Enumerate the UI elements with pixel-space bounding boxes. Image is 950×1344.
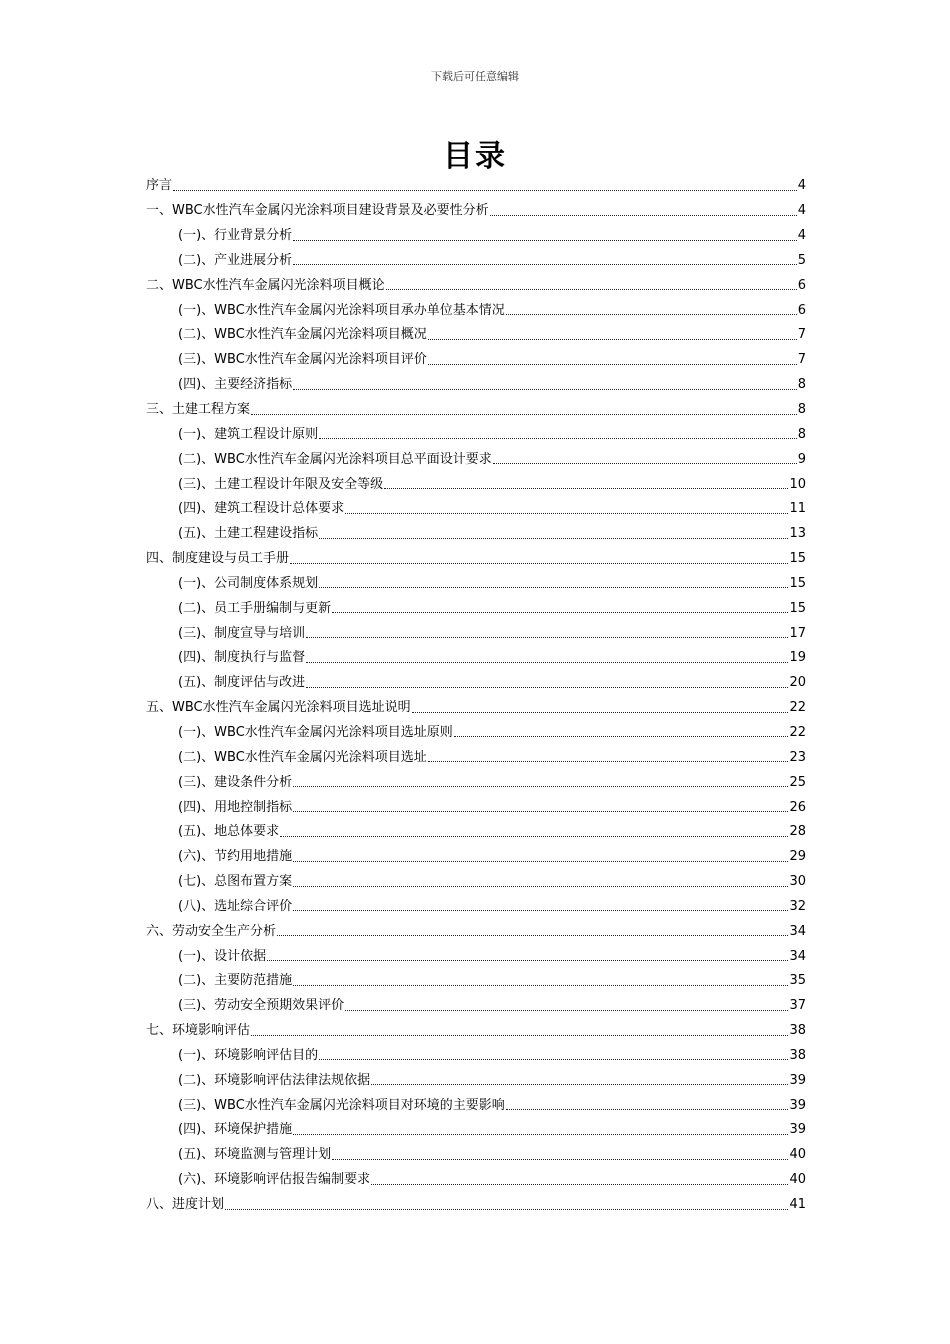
toc-entry-label: (八)、选址综合评价 <box>178 898 293 914</box>
toc-entry-label: (三)、WBC水性汽车金属闪光涂料项目对环境的主要影响 <box>178 1097 505 1113</box>
toc-entry-label: (二)、主要防范措施 <box>178 973 293 989</box>
toc-entry-page: 4 <box>797 228 806 244</box>
toc-entry[interactable] <box>146 795 806 820</box>
toc-dot-leader <box>293 910 788 911</box>
toc-entry-label: (五)、土建工程建设指标 <box>178 526 319 542</box>
toc-entry-page: 23 <box>789 749 806 765</box>
toc-entry-label: (一)、行业背景分析 <box>178 228 293 244</box>
toc-dot-leader <box>332 612 788 613</box>
toc-entry-label: (六)、环境影响评估报告编制要求 <box>178 1172 371 1188</box>
toc-entry-page: 6 <box>797 277 806 293</box>
toc-dot-leader <box>428 364 797 365</box>
toc-entry[interactable] <box>146 224 806 249</box>
toc-entry[interactable] <box>146 398 806 423</box>
toc-entry[interactable] <box>146 870 806 895</box>
toc-entry-page: 5 <box>797 252 806 268</box>
toc-entry-page: 10 <box>789 476 806 492</box>
toc-entry-page: 13 <box>789 526 806 542</box>
toc-entry-label: 一、WBC水性汽车金属闪光涂料项目建设背景及必要性分析 <box>146 203 489 219</box>
toc-entry-page: 7 <box>797 327 806 343</box>
toc-entry-page: 20 <box>789 675 806 691</box>
toc-dot-leader <box>371 1184 788 1185</box>
toc-entry[interactable] <box>146 273 806 298</box>
toc-dot-leader <box>319 587 788 588</box>
toc-entry[interactable] <box>146 572 806 597</box>
toc-dot-leader <box>332 1159 788 1160</box>
toc-entry-page: 11 <box>789 501 806 517</box>
toc-entry-page: 8 <box>797 377 806 393</box>
toc-entry-page: 30 <box>789 874 806 890</box>
toc-dot-leader <box>251 414 797 415</box>
toc-dot-leader <box>293 389 797 390</box>
toc-dot-leader <box>293 1134 788 1135</box>
toc-entry[interactable] <box>146 1068 806 1093</box>
toc-entry-page: 22 <box>789 700 806 716</box>
toc-entry-label: (七)、总图布置方案 <box>178 874 293 890</box>
toc-entry[interactable] <box>146 621 806 646</box>
toc-entry-page: 37 <box>789 998 806 1014</box>
toc-dot-leader <box>251 1035 788 1036</box>
toc-entry-page: 6 <box>797 302 806 318</box>
toc-entry-page: 9 <box>797 451 806 467</box>
toc-dot-leader <box>345 1010 788 1011</box>
toc-dot-leader <box>428 761 789 762</box>
header-note: 下载后可任意编辑 <box>431 70 519 83</box>
toc-dot-leader <box>306 637 788 638</box>
toc-entry[interactable] <box>146 522 806 547</box>
toc-entry-page: 35 <box>789 973 806 989</box>
toc-entry[interactable] <box>146 1118 806 1143</box>
toc-entry-label: (一)、WBC水性汽车金属闪光涂料项目选址原则 <box>178 724 453 740</box>
toc-dot-leader <box>293 886 788 887</box>
toc-dot-leader <box>277 935 788 936</box>
toc-dot-leader <box>412 712 789 713</box>
toc-entry-label: (四)、制度执行与监督 <box>178 650 306 666</box>
toc-dot-leader <box>293 861 788 862</box>
toc-entry[interactable] <box>146 969 806 994</box>
toc-entry[interactable] <box>146 745 806 770</box>
toc-entry[interactable] <box>146 373 806 398</box>
toc-entry-page: 4 <box>797 203 806 219</box>
toc-entry-label: (二)、产业进展分析 <box>178 252 293 268</box>
toc-entry-label: (四)、环境保护措施 <box>178 1122 293 1138</box>
toc-entry-label: (二)、WBC水性汽车金属闪光涂料项目概况 <box>178 327 427 343</box>
toc-entry[interactable] <box>146 671 806 696</box>
toc-entry-page: 39 <box>789 1122 806 1138</box>
toc-entry-label: 八、进度计划 <box>146 1197 225 1213</box>
toc-entry[interactable] <box>146 1044 806 1069</box>
toc-dot-leader <box>293 811 788 812</box>
toc-entry[interactable] <box>146 1143 806 1168</box>
toc-entry-label: 三、土建工程方案 <box>146 402 251 418</box>
toc-entry[interactable] <box>146 1093 806 1118</box>
toc-entry-label: (四)、建筑工程设计总体要求 <box>178 501 345 517</box>
toc-entry-label: (二)、员工手册编制与更新 <box>178 600 332 616</box>
toc-entry[interactable] <box>146 919 806 944</box>
toc-entry-page: 17 <box>789 625 806 641</box>
toc-entry-label: (一)、设计依据 <box>178 948 267 964</box>
toc-dot-leader <box>384 488 788 489</box>
toc-entry[interactable] <box>146 323 806 348</box>
toc-entry-page: 26 <box>789 799 806 815</box>
toc-entry-page: 40 <box>789 1172 806 1188</box>
toc-entry-label: (五)、制度评估与改进 <box>178 675 306 691</box>
toc-entry-page: 8 <box>797 426 806 442</box>
toc-entry[interactable] <box>146 721 806 746</box>
toc-entry-label: (一)、WBC水性汽车金属闪光涂料项目承办单位基本情况 <box>178 302 505 318</box>
toc-dot-leader <box>306 662 788 663</box>
toc-dot-leader <box>506 314 797 315</box>
toc-dot-leader <box>306 687 788 688</box>
toc-dot-leader <box>319 438 797 439</box>
toc-entry[interactable] <box>146 298 806 323</box>
toc-entry[interactable] <box>146 199 806 224</box>
toc-dot-leader <box>386 289 797 290</box>
toc-entry-label: (一)、环境影响评估目的 <box>178 1047 319 1063</box>
toc-entry-label: (二)、WBC水性汽车金属闪光涂料项目选址 <box>178 749 427 765</box>
toc-entry-label: (一)、建筑工程设计原则 <box>178 426 319 442</box>
toc-list <box>146 174 806 1217</box>
toc-entry-page: 29 <box>789 849 806 865</box>
toc-entry[interactable] <box>146 1193 806 1218</box>
toc-entry-label: (六)、节约用地措施 <box>178 849 293 865</box>
toc-dot-leader <box>454 736 789 737</box>
toc-dot-leader <box>293 264 797 265</box>
toc-dot-leader <box>225 1209 788 1210</box>
toc-entry[interactable] <box>146 944 806 969</box>
toc-entry[interactable] <box>146 994 806 1019</box>
toc-entry-page: 34 <box>789 948 806 964</box>
toc-dot-leader <box>490 215 797 216</box>
toc-dot-leader <box>428 339 797 340</box>
toc-entry[interactable] <box>146 845 806 870</box>
toc-entry-label: (五)、环境监测与管理计划 <box>178 1147 332 1163</box>
toc-entry[interactable] <box>146 770 806 795</box>
toc-entry-label: (三)、制度宣导与培训 <box>178 625 306 641</box>
toc-entry[interactable] <box>146 249 806 274</box>
toc-entry[interactable] <box>146 596 806 621</box>
toc-entry-label: (二)、环境影响评估法律法规依据 <box>178 1072 371 1088</box>
toc-entry-page: 19 <box>789 650 806 666</box>
toc-entry[interactable] <box>146 497 806 522</box>
toc-dot-leader <box>293 240 797 241</box>
toc-dot-leader <box>493 463 797 464</box>
toc-entry-label: (四)、主要经济指标 <box>178 377 293 393</box>
toc-dot-leader <box>345 513 788 514</box>
toc-entry-label: (一)、公司制度体系规划 <box>178 575 319 591</box>
toc-dot-leader <box>319 1059 788 1060</box>
toc-entry[interactable] <box>146 348 806 373</box>
toc-entry-label: 六、劳动安全生产分析 <box>146 923 277 939</box>
toc-entry-page: 8 <box>797 402 806 418</box>
toc-entry-page: 28 <box>789 824 806 840</box>
toc-entry-label: 二、WBC水性汽车金属闪光涂料项目概论 <box>146 277 385 293</box>
toc-entry-page: 15 <box>789 575 806 591</box>
toc-entry[interactable] <box>146 422 806 447</box>
toc-entry[interactable] <box>146 696 806 721</box>
toc-entry-label: (五)、地总体要求 <box>178 824 280 840</box>
toc-entry-page: 7 <box>797 352 806 368</box>
page-title: 目录 <box>443 139 507 174</box>
toc-entry-page: 15 <box>789 600 806 616</box>
toc-entry-page: 39 <box>789 1097 806 1113</box>
toc-entry-page: 15 <box>789 551 806 567</box>
toc-entry-label: (四)、用地控制指标 <box>178 799 293 815</box>
toc-entry-page: 22 <box>789 724 806 740</box>
toc-entry[interactable] <box>146 1019 806 1044</box>
toc-entry-label: 七、环境影响评估 <box>146 1023 251 1039</box>
toc-dot-leader <box>173 190 797 191</box>
toc-dot-leader <box>280 836 788 837</box>
toc-dot-leader <box>371 1084 788 1085</box>
toc-entry[interactable] <box>146 174 806 199</box>
toc-dot-leader <box>290 563 788 564</box>
toc-dot-leader <box>293 985 788 986</box>
toc-dot-leader <box>319 538 788 539</box>
toc-entry-label: (三)、WBC水性汽车金属闪光涂料项目评价 <box>178 352 427 368</box>
toc-entry-page: 32 <box>789 898 806 914</box>
toc-entry-label: 五、WBC水性汽车金属闪光涂料项目选址说明 <box>146 700 411 716</box>
toc-entry[interactable] <box>146 472 806 497</box>
toc-entry-page: 34 <box>789 923 806 939</box>
toc-dot-leader <box>267 960 788 961</box>
toc-entry[interactable] <box>146 820 806 845</box>
toc-entry-page: 25 <box>789 774 806 790</box>
toc-entry-page: 38 <box>789 1047 806 1063</box>
toc-entry[interactable] <box>146 547 806 572</box>
toc-entry-label: 四、制度建设与员工手册 <box>146 551 290 567</box>
toc-entry[interactable] <box>146 447 806 472</box>
toc-entry-label: 序言 <box>146 178 173 194</box>
toc-entry-page: 38 <box>789 1023 806 1039</box>
toc-entry[interactable] <box>146 1168 806 1193</box>
toc-entry-page: 41 <box>789 1197 806 1213</box>
toc-entry-page: 4 <box>797 178 806 194</box>
toc-entry[interactable] <box>146 894 806 919</box>
toc-entry-label: (三)、劳动安全预期效果评价 <box>178 998 345 1014</box>
toc-entry-page: 39 <box>789 1072 806 1088</box>
toc-entry[interactable] <box>146 646 806 671</box>
toc-entry-label: (二)、WBC水性汽车金属闪光涂料项目总平面设计要求 <box>178 451 492 467</box>
toc-entry-label: (三)、土建工程设计年限及安全等级 <box>178 476 384 492</box>
toc-entry-page: 40 <box>789 1147 806 1163</box>
toc-dot-leader <box>293 786 788 787</box>
toc-entry-label: (三)、建设条件分析 <box>178 774 293 790</box>
toc-dot-leader <box>506 1109 789 1110</box>
